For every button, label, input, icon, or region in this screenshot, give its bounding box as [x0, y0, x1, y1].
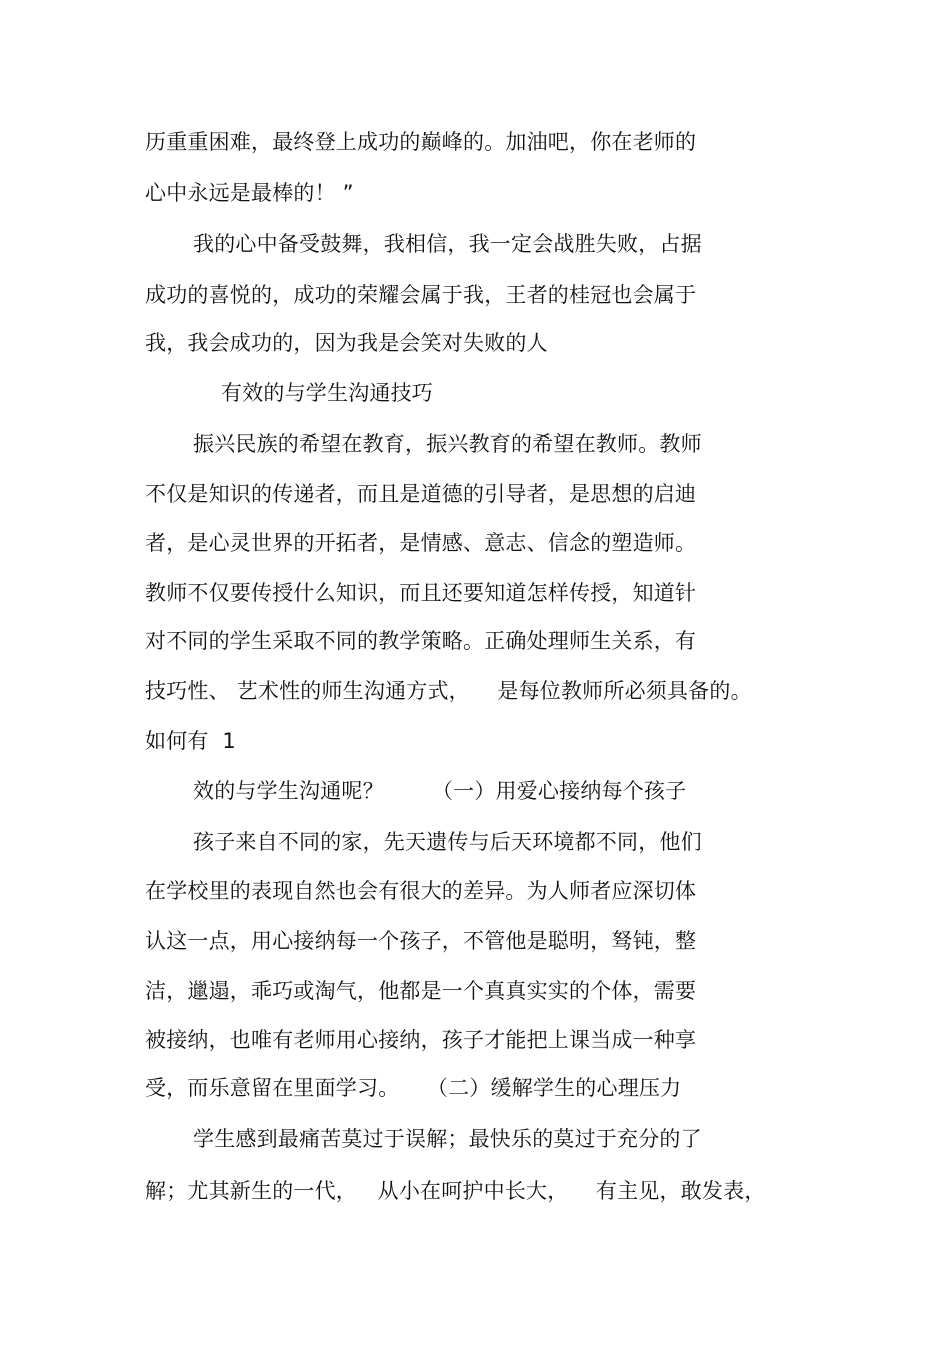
text-line: 解；尤其新生的一代， 从小在呵护中长大， 有主见，敢发表，	[145, 1179, 766, 1203]
text-line: 技巧性、 艺术性的师生沟通方式， 是每位教师所必须具备的。	[145, 679, 752, 703]
text-line: 心中永远是最棒的！ ”	[145, 181, 354, 205]
paragraph-start: 我的心中备受鼓舞，我相信，我一定会战胜失败，占据	[193, 232, 702, 256]
paragraph-start: 学生感到最痛苦莫过于误解；最快乐的莫过于充分的了	[193, 1127, 702, 1151]
section-heading: 有效的与学生沟通技巧	[221, 381, 433, 405]
text-line: 我，我会成功的，因为我是会笑对失败的人	[145, 331, 548, 355]
text-line: 对不同的学生采取不同的教学策略。正确处理师生关系，有	[145, 629, 697, 653]
paragraph-start: 效的与学生沟通呢？ （一）用爱心接纳每个孩子	[193, 779, 687, 803]
text-line: 成功的喜悦的，成功的荣耀会属于我，王者的桂冠也会属于	[145, 283, 697, 307]
text-line: 教师不仅要传授什么知识，而且还要知道怎样传授，知道针	[145, 581, 697, 605]
text-line: 认这一点，用心接纳每一个孩子，不管他是聪明，驽钝，整	[145, 929, 697, 953]
paragraph-start: 振兴民族的希望在教育，振兴教育的希望在教师。教师	[193, 432, 702, 456]
text-line: 如何有 1	[145, 729, 236, 753]
text-line: 不仅是知识的传递者，而且是道德的引导者，是思想的启迪	[145, 482, 697, 506]
text-line: 受，而乐意留在里面学习。 （二）缓解学生的心理压力	[145, 1076, 682, 1100]
text-line: 在学校里的表现自然也会有很大的差异。为人师者应深切体	[145, 879, 697, 903]
text-line: 者，是心灵世界的开拓者，是情感、意志、信念的塑造师。	[145, 531, 697, 555]
paragraph-start: 孩子来自不同的家，先天遗传与后天环境都不同，他们	[193, 830, 702, 854]
text-line: 洁，邋遢，乖巧或淘气，他都是一个真真实实的个体，需要	[145, 979, 697, 1003]
text-line: 被接纳，也唯有老师用心接纳，孩子才能把上课当成一种享	[145, 1028, 697, 1052]
text-line: 历重重困难，最终登上成功的巅峰的。加油吧，你在老师的	[145, 130, 697, 154]
